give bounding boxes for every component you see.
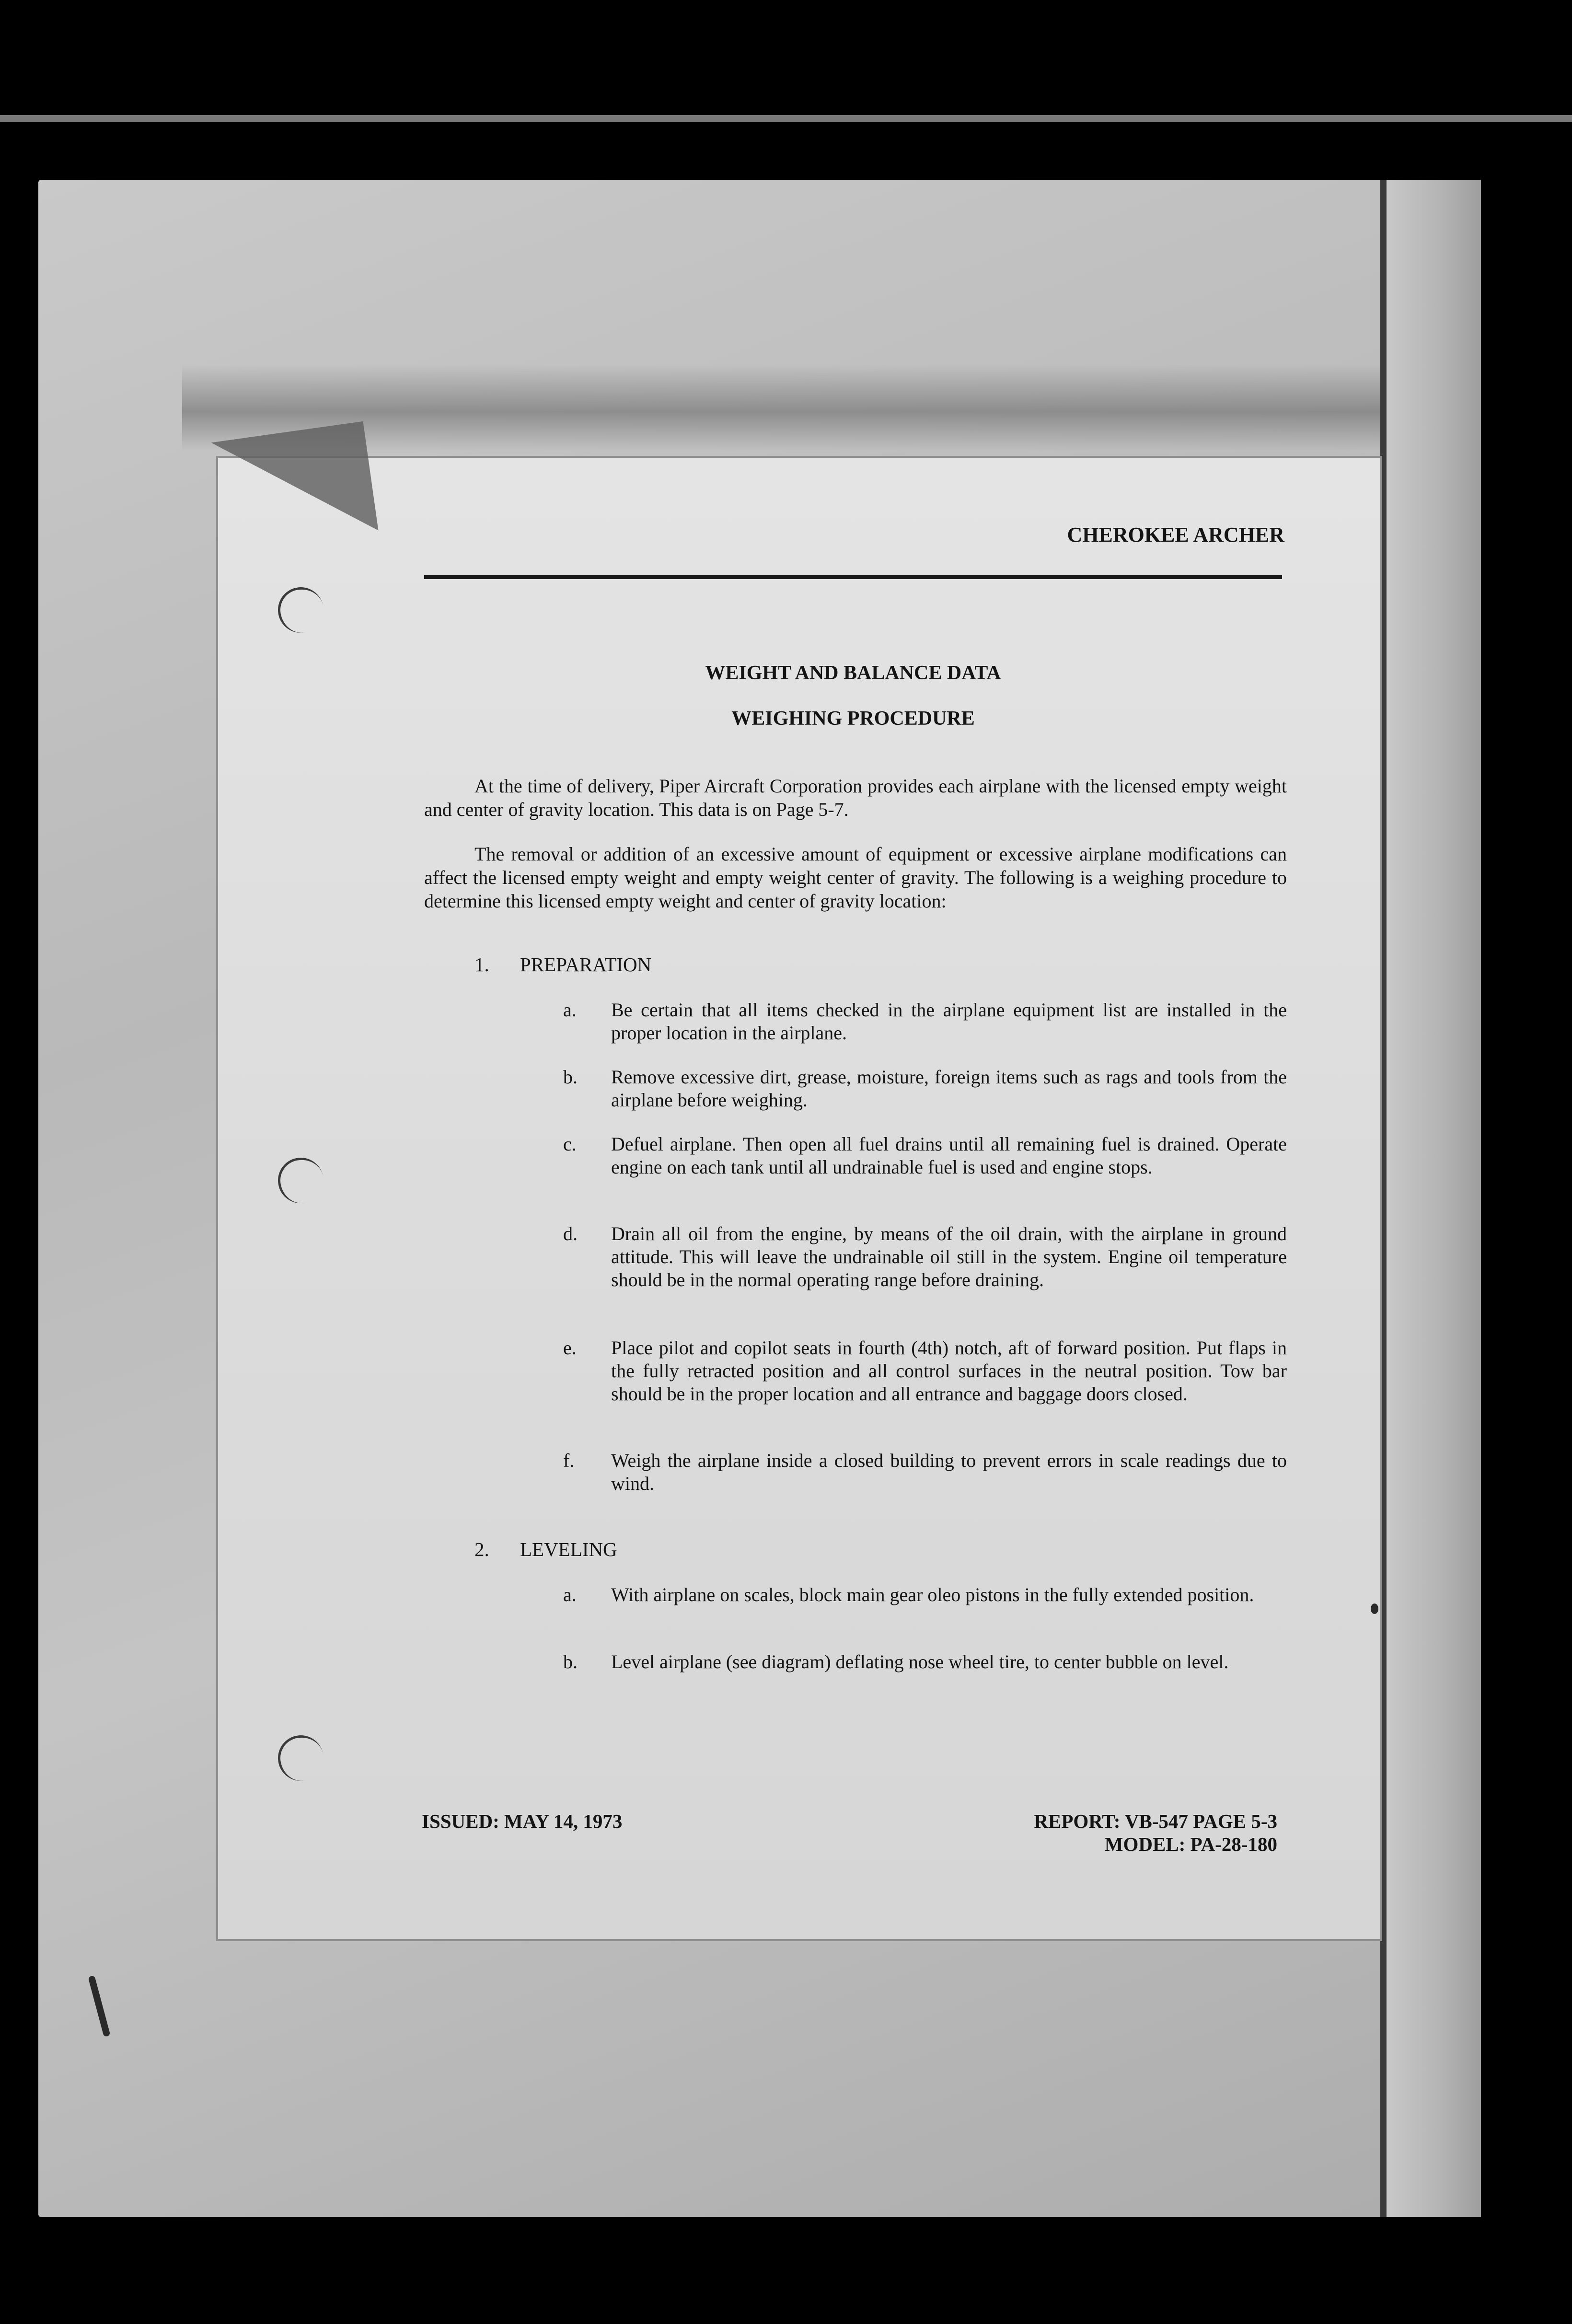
item-text: Remove excessive dirt, grease, moisture, foreign items such as rags and tools from the airplane before weighing.: [611, 1066, 1287, 1111]
item-letter: b.: [563, 1066, 578, 1088]
list-item: [563, 1650, 1287, 1673]
item-text: Defuel airplane. Then open all fuel drains until all remaining fuel is drained. Operate engine on each tank until all undrainable fuel is used and engine stops.: [611, 1133, 1287, 1178]
list-item: [563, 1222, 1287, 1291]
list-item: [563, 1336, 1287, 1406]
item-letter: c.: [563, 1133, 577, 1155]
header-rule: [424, 575, 1282, 579]
item-text: Be certain that all items checked in the airplane equipment list are installed in the proper location in the airplane.: [611, 999, 1287, 1044]
list-item: [563, 1583, 1287, 1606]
report-info: [959, 1810, 1277, 1856]
list-item: [563, 999, 1287, 1045]
binder-strip: [1380, 180, 1481, 2217]
section-label: PREPARATION: [520, 953, 652, 976]
list-item: [563, 1066, 1287, 1112]
section-number: 1.: [474, 953, 489, 976]
list-item: [563, 1133, 1287, 1179]
item-letter: d.: [563, 1223, 578, 1244]
issued-date: ISSUED: MAY 14, 1973: [422, 1810, 623, 1832]
item-letter: e.: [563, 1337, 577, 1359]
section-number: 2.: [474, 1538, 489, 1560]
section-title: [474, 953, 651, 976]
item-text: With airplane on scales, block main gear oleo pistons in the fully extended position.: [611, 1584, 1254, 1605]
header-title: CHEROKEE ARCHER: [1067, 523, 1284, 546]
list-item: [563, 1449, 1287, 1495]
page-corner-curl: [211, 421, 379, 552]
paragraph: At the time of delivery, Piper Aircraft Corporation provides each airplane with the licensed empty weight and center of gravity location. This data is on Page 5-7.: [424, 775, 1287, 820]
section-title: [474, 1538, 617, 1561]
item-letter: f.: [563, 1450, 575, 1471]
item-text: Place pilot and copilot seats in fourth (4th) notch, aft of forward position. Put flaps in the fully retracted position and all control surfaces in the neutral position. Tow bar should be in the proper location and all entrance and baggage doors closed.: [611, 1337, 1287, 1405]
section-heading: WEIGHT AND BALANCE DATA: [705, 662, 1001, 684]
item-text: Drain all oil from the engine, by means of the oil drain, with the airplane in ground attitude. This will leave the undrainable oil still in the system. Engine oil temperature should be in the normal operating range before draining.: [611, 1223, 1287, 1290]
paragraph: The removal or addition of an excessive amount of equipment or excessive airplane modifications can affect the licensed empty weight and empty weight center of gravity. The following is a weighing procedure to determine this licensed empty weight and center of gravity location:: [424, 843, 1287, 912]
scan-speck: [1371, 1604, 1378, 1614]
film-edge: [0, 115, 1572, 122]
section-label: LEVELING: [520, 1538, 617, 1560]
item-letter: a.: [563, 1584, 577, 1605]
item-text: Weigh the airplane inside a closed building to prevent errors in scale readings due to wind.: [611, 1450, 1287, 1494]
item-text: Level airplane (see diagram) deflating nose wheel tire, to center bubble on level.: [611, 1651, 1229, 1673]
item-letter: b.: [563, 1651, 578, 1673]
item-letter: a.: [563, 999, 577, 1021]
section-subheading: WEIGHING PROCEDURE: [731, 708, 975, 730]
report-number: REPORT: VB-547 PAGE 5-3: [1034, 1810, 1277, 1832]
model-number: MODEL: PA-28-180: [1104, 1833, 1277, 1855]
